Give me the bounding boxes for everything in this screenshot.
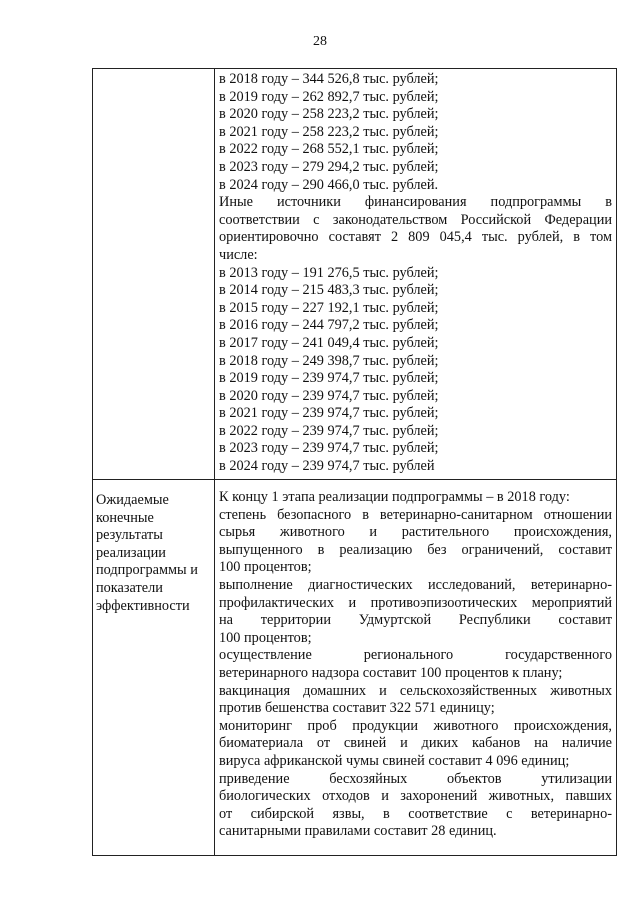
result-line: на территории Удмуртской Республики составит xyxy=(219,612,612,629)
funding-line: в 2024 году – 290 466,0 тыс. рублей. xyxy=(219,176,439,193)
result-line: ветеринарного надзора составит 100 процентов к плану; xyxy=(219,664,563,681)
expected-results-label-cell xyxy=(93,480,215,856)
funding-line: в 2022 году – 239 974,7 тыс. рублей; xyxy=(219,422,439,439)
funding-content-cell xyxy=(215,69,617,480)
other-sources-line: ориентировочно составят 2 809 045,4 тыс. рублей, в том xyxy=(219,229,612,246)
result-line: выполнение диагностических исследований, ветеринарно- xyxy=(219,576,612,593)
result-line: профилактических и противоэпизоотических мероприятий xyxy=(219,594,612,611)
funding-line: в 2014 году – 215 483,3 тыс. рублей; xyxy=(219,282,439,299)
funding-line: в 2021 году – 239 974,7 тыс. рублей; xyxy=(219,405,439,422)
funding-line: в 2019 году – 239 974,7 тыс. рублей; xyxy=(219,370,439,387)
page-number: 28 xyxy=(313,34,327,49)
funding-line: в 2023 году – 279 294,2 тыс. рублей; xyxy=(219,158,439,175)
funding-line: в 2021 году – 258 223,2 тыс. рублей; xyxy=(219,123,439,140)
result-line: выпущенного в реализацию без ограничений, составит xyxy=(219,541,612,558)
result-line: против бешенства составит 322 571 единицу; xyxy=(219,700,495,717)
result-line: осуществление регионального государственного xyxy=(219,647,612,664)
funding-line: в 2015 году – 227 192,1 тыс. рублей; xyxy=(219,299,439,316)
result-line: санитарными правилами составит 28 единиц. xyxy=(219,823,497,840)
results-label-line: конечные xyxy=(96,509,154,526)
result-line: вируса африканской чумы свиней составит 4 096 единиц; xyxy=(219,752,570,769)
other-sources-line: числе: xyxy=(219,246,258,263)
results-label-line: эффективности xyxy=(96,597,190,614)
funding-line: в 2016 году – 244 797,2 тыс. рублей; xyxy=(219,317,439,334)
result-line: 100 процентов; xyxy=(219,629,312,646)
result-line: приведение бесхозяйных объектов утилизации xyxy=(219,770,612,787)
result-line: степень безопасного в ветеринарно-санитарном отношении xyxy=(219,506,612,523)
results-label-line: показатели xyxy=(96,579,163,596)
funding-line: в 2018 году – 249 398,7 тыс. рублей; xyxy=(219,352,439,369)
result-line: биологических отходов и захоронений животных, павших xyxy=(219,788,612,805)
result-line: от сибирской язвы, в соответствие с ветеринарно- xyxy=(219,805,612,822)
funding-line: в 2013 году – 191 276,5 тыс. рублей; xyxy=(219,264,439,281)
funding-line: в 2017 году – 241 049,4 тыс. рублей; xyxy=(219,334,439,351)
funding-row xyxy=(93,69,617,480)
funding-line: в 2023 году – 239 974,7 тыс. рублей; xyxy=(219,440,439,457)
results-label-line: результаты xyxy=(96,527,163,544)
funding-line: в 2018 году – 344 526,8 тыс. рублей; xyxy=(219,71,439,87)
results-label-line: Ожидаемые xyxy=(96,492,169,508)
results-label-line: реализации xyxy=(96,544,166,561)
results-label-line: подпрограммы и xyxy=(96,562,198,579)
funding-line: в 2020 году – 258 223,2 тыс. рублей; xyxy=(219,106,439,123)
result-line: вакцинация домашних и сельскохозяйственных животных xyxy=(219,682,612,699)
result-line: биоматериала от свиней и диких кабанов на наличие xyxy=(219,735,612,752)
expected-results-row xyxy=(93,480,617,856)
result-line: мониторинг проб продукции животного происхождения, xyxy=(219,717,612,734)
funding-line: в 2019 году – 262 892,7 тыс. рублей; xyxy=(219,88,439,105)
funding-label-cell xyxy=(93,69,215,480)
result-line: 100 процентов; xyxy=(219,559,312,576)
subprogram-passport-table xyxy=(92,68,617,856)
expected-results-content-cell xyxy=(215,480,617,856)
result-line: сырья животного и растительного происхождения, xyxy=(219,524,612,541)
other-sources-line: соответствии с законодательством Российской Федерации xyxy=(219,211,612,228)
funding-line: в 2022 году – 268 552,1 тыс. рублей; xyxy=(219,141,439,158)
results-intro-line: К концу 1 этапа реализации подпрограммы – в 2018 году: xyxy=(219,489,570,505)
other-sources-line: Иные источники финансирования подпрограммы в xyxy=(219,194,612,211)
funding-line: в 2020 году – 239 974,7 тыс. рублей; xyxy=(219,387,439,404)
funding-line: в 2024 году – 239 974,7 тыс. рублей xyxy=(219,458,435,475)
